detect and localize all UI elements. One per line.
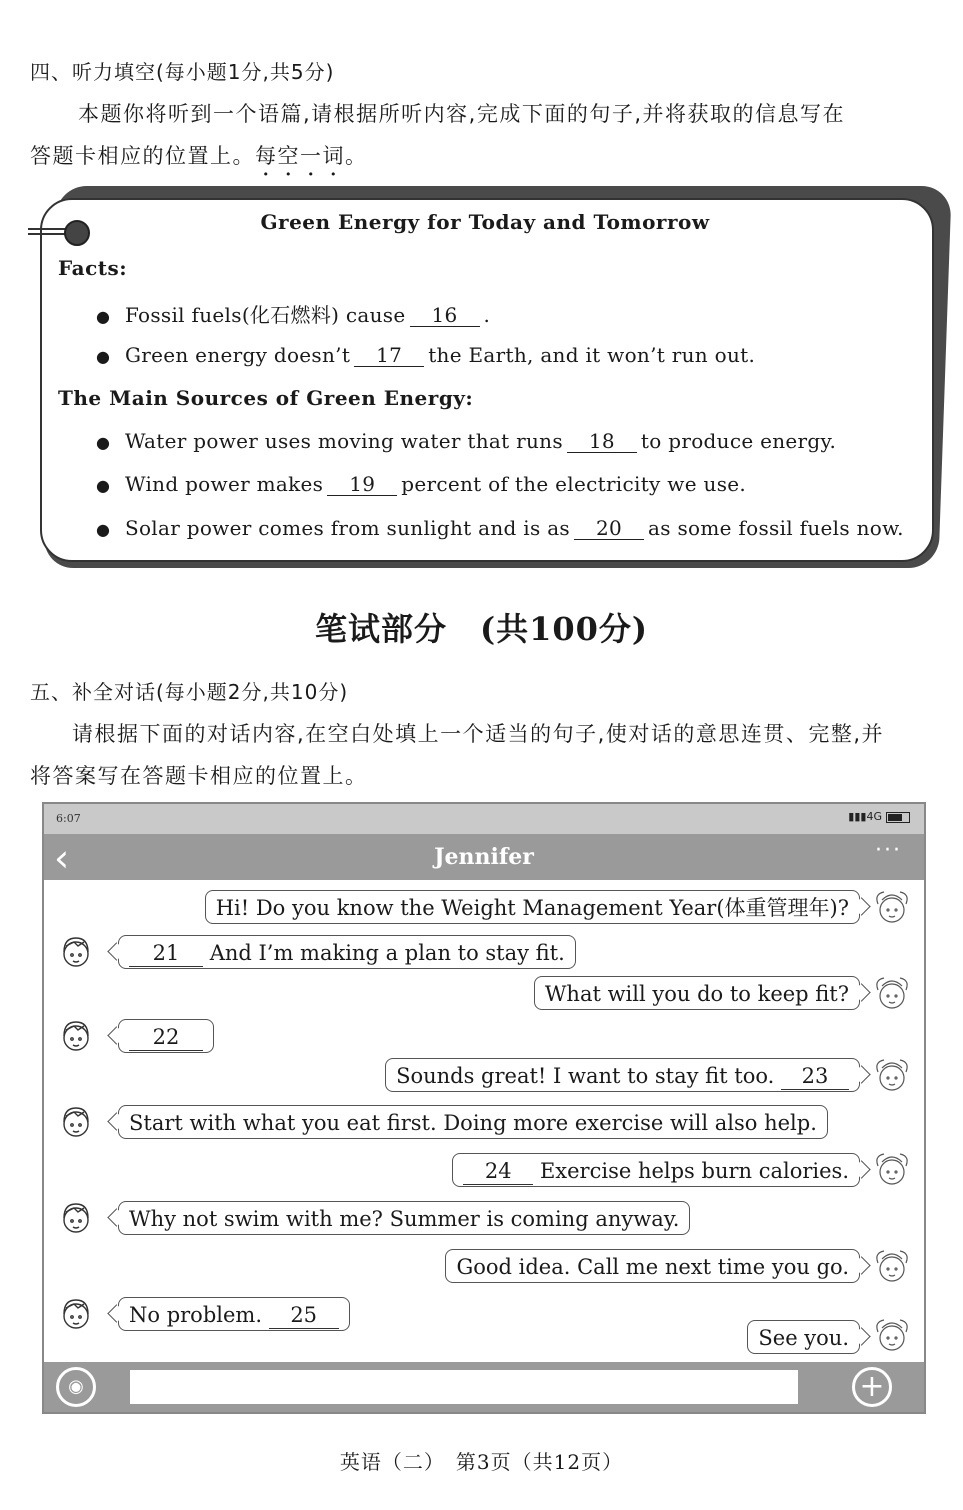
chat-bubble-friend: Good idea. Call me next time you go. bbox=[445, 1249, 860, 1283]
emphasis-text: 每空一词 bbox=[255, 144, 345, 168]
girl-avatar-icon bbox=[870, 1247, 914, 1287]
facts-heading: Facts: bbox=[58, 256, 128, 280]
status-bar bbox=[44, 804, 924, 834]
jennifer-avatar-icon bbox=[54, 1016, 98, 1056]
plus-icon[interactable]: + bbox=[852, 1367, 892, 1407]
phone-chat-screen bbox=[42, 802, 926, 1414]
girl-avatar-icon bbox=[870, 1056, 914, 1096]
jennifer-avatar-icon bbox=[54, 1102, 98, 1142]
network-label: 4G bbox=[866, 810, 882, 823]
source-item-1: ● Water power uses moving water that runs 18 to produce energy. bbox=[96, 429, 836, 453]
blank-16[interactable]: 16 bbox=[410, 304, 480, 327]
signal-icon: ▮▮▮ bbox=[848, 810, 867, 823]
blank-21[interactable]: 21 bbox=[129, 940, 203, 967]
jennifer-avatar-icon bbox=[54, 932, 98, 972]
source-item-3: ● Solar power comes from sunlight and is as 20 as some fossil fuels now. bbox=[96, 516, 904, 540]
girl-avatar-icon bbox=[870, 1150, 914, 1190]
chat-input-bar bbox=[44, 1362, 924, 1412]
section4-instruction-line1: 本题你将听到一个语篇,请根据所听内容,完成下面的句子,并将获取的信息写在 bbox=[78, 102, 846, 126]
chat-bubble-jennifer: No problem. 25 bbox=[118, 1297, 350, 1331]
blank-19[interactable]: 19 bbox=[327, 473, 397, 496]
girl-avatar-icon bbox=[870, 888, 914, 928]
back-chevron-icon[interactable]: ‹ bbox=[54, 836, 70, 880]
battery-icon bbox=[886, 812, 910, 823]
girl-avatar-icon bbox=[870, 1316, 914, 1356]
fact-item-2: ● Green energy doesn’t 17 the Earth, and it won’t run out. bbox=[96, 343, 755, 367]
blank-22[interactable]: 22 bbox=[129, 1024, 203, 1051]
chat-bubble-friend: Sounds great! I want to stay fit too. 23 bbox=[385, 1058, 860, 1092]
blank-24[interactable]: 24 bbox=[463, 1158, 533, 1185]
blank-20[interactable]: 20 bbox=[574, 517, 644, 540]
chat-bubble-friend: Hi! Do you know the Weight Management Year(体重管理年)? bbox=[205, 890, 860, 924]
blank-23[interactable]: 23 bbox=[781, 1063, 849, 1090]
section5-title: 五、补全对话(每小题2分,共10分) bbox=[30, 680, 349, 704]
listening-card bbox=[40, 198, 934, 562]
blank-25[interactable]: 25 bbox=[269, 1302, 339, 1329]
chat-bubble-jennifer bbox=[118, 1019, 214, 1053]
chat-bubble-friend: What will you do to keep fit? bbox=[534, 976, 860, 1010]
section4-instruction-line2: 答题卡相应的位置上。每空一词。 bbox=[30, 144, 368, 168]
sources-heading: The Main Sources of Green Energy: bbox=[58, 386, 474, 410]
more-options-icon[interactable]: ··· bbox=[875, 838, 902, 863]
jennifer-avatar-icon bbox=[54, 1294, 98, 1334]
chat-bubble-jennifer: Why not swim with me? Summer is coming anyway. bbox=[118, 1201, 690, 1235]
section5-instruction-line2: 将答案写在答题卡相应的位置上。 bbox=[30, 764, 368, 788]
chat-bubble-friend: See you. bbox=[747, 1320, 860, 1354]
chat-bubble-jennifer: 21 And I’m making a plan to stay fit. bbox=[118, 935, 576, 969]
contact-name: Jennifer bbox=[434, 844, 534, 870]
card-title: Green Energy for Today and Tomorrow bbox=[260, 210, 710, 234]
blank-17[interactable]: 17 bbox=[354, 344, 424, 367]
status-indicators bbox=[848, 810, 910, 823]
fact-item-1: ● Fossil fuels(化石燃料) cause 16 . bbox=[96, 299, 490, 328]
chat-bubble-jennifer: Start with what you eat first. Doing more exercise will also help. bbox=[118, 1105, 828, 1139]
status-time: 6:07 bbox=[56, 812, 81, 825]
section4-title: 四、听力填空(每小题1分,共5分) bbox=[30, 60, 335, 84]
girl-avatar-icon bbox=[870, 974, 914, 1014]
chat-header bbox=[44, 834, 924, 880]
voice-icon[interactable]: ◉ bbox=[56, 1367, 96, 1407]
blank-18[interactable]: 18 bbox=[567, 430, 637, 453]
page-footer: 英语（二） 第3页（共12页） bbox=[339, 1450, 624, 1474]
chat-bubble-friend: 24 Exercise helps burn calories. bbox=[452, 1153, 860, 1187]
section5-instruction-line1: 请根据下面的对话内容,在空白处填上一个适当的句子,使对话的意思连贯、完整,并 bbox=[72, 722, 885, 746]
written-part-title: 笔试部分 (共100分) bbox=[314, 610, 649, 648]
jennifer-avatar-icon bbox=[54, 1198, 98, 1238]
source-item-2: ● Wind power makes 19 percent of the electricity we use. bbox=[96, 472, 746, 496]
message-input[interactable] bbox=[130, 1370, 798, 1404]
